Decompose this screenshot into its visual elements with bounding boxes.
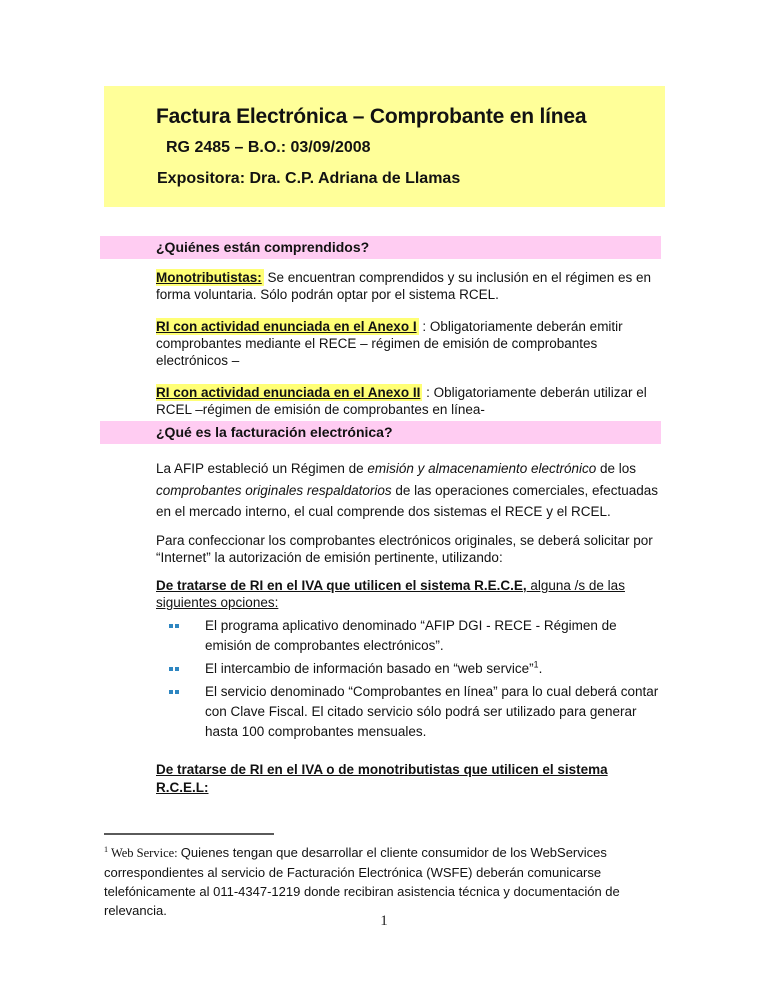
document-title: Factura Electrónica – Comprobante en línea: [156, 105, 587, 128]
list-item: [156, 682, 661, 742]
paragraph-text: de los: [596, 461, 637, 476]
highlighted-term: Monotributistas:: [156, 270, 262, 285]
list-item-text: El programa aplicativo denominado “AFIP DGI - RECE - Régimen de emisión de comprobantes electrónicos”.: [205, 617, 617, 653]
paragraph-text: de las operaciones comerciales, efectuadas en el mercado interno, el cual comprende dos sistemas el RECE y el RCEL.: [156, 482, 659, 519]
highlighted-term: RI con actividad enunciada en el Anexo I: [156, 319, 417, 334]
paragraph-confeccionar: Para confeccionar los comprobantes electrónicos originales, se deberá solicitar por “Internet” la autorización de emisión pertinente, utilizando:: [156, 532, 653, 565]
heading-rece: [156, 577, 661, 611]
heading-text: alguna /s de las siguientes opciones:: [156, 577, 625, 610]
heading-bold-text: De tratarse de RI en el IVA que utilicen el sistema R.E.C.E,: [156, 577, 527, 593]
footnote-separator: [104, 833, 274, 835]
bullet-icon: [169, 624, 173, 628]
footnote-text: Quienes tengan que desarrollar el cliente consumidor de los WebServices correspondientes al servicio de Facturación Electrónica (WSFE) deberán comunicarse telefónicamente al 011-4347-1219 donde recibiran asistencia técnica y documentación de relevancia.: [104, 845, 620, 918]
footnote-reference: 1: [533, 659, 539, 669]
list-item: [156, 616, 661, 656]
title-box: [104, 86, 665, 207]
footnote-marker: 1: [104, 844, 109, 854]
footnote-label-text: Web Service:: [108, 846, 181, 860]
paragraph-text: La AFIP estableció un Régimen de: [156, 461, 368, 476]
list-item-text: .: [538, 660, 543, 676]
document-subtitle: RG 2485 – B.O.: 03/09/2008: [166, 139, 371, 156]
page-number: 1: [380, 913, 388, 929]
paragraph-text: Se encuentran comprendidos y su inclusión en el régimen es en forma voluntaria. Sólo podrán optar por el sistema RCEL.: [156, 270, 651, 302]
highlighted-term: RI con actividad enunciada en el Anexo II: [156, 385, 421, 400]
section-heading-facturacion: ¿Qué es la facturación electrónica?: [100, 421, 661, 444]
heading-rcel: De tratarse de RI en el IVA o de monotributistas que utilicen el sistema R.C.E.L:: [156, 761, 608, 795]
paragraph-text: : Obligatoriamente deberán utilizar el RCEL –régimen de emisión de comprobantes en línea-: [156, 385, 647, 417]
list-item-text: El intercambio de información basado en “web service”: [205, 660, 534, 676]
bullet-icon: [169, 667, 173, 671]
paragraph-text: : Obligatoriamente deberán emitir comprobantes mediante el RECE – régimen de emisión de comprobantes electrónicos –: [156, 319, 623, 368]
paragraph-afip: [156, 458, 661, 523]
paragraph-anexo1: [156, 318, 661, 369]
paragraph-anexo2: [156, 384, 661, 418]
list-item-text: El servicio denominado “Comprobantes en línea” para lo cual deberá contar con Clave Fiscal. El citado servicio sólo podrá ser utilizado para generar hasta 100 comprobantes mensuales.: [205, 683, 659, 739]
list-item: [156, 659, 661, 679]
italic-text: emisión y almacenamiento electrónico: [367, 461, 597, 476]
bullet-list: [156, 616, 661, 742]
paragraph-monotributistas: [156, 269, 661, 303]
italic-text: comprobantes originales respaldatorios: [156, 482, 392, 498]
footnote-label: [104, 846, 181, 860]
section-heading-comprendidos: ¿Quiénes están comprendidos?: [100, 236, 661, 259]
bullet-icon: [169, 690, 173, 694]
document-speaker: Expositora: Dra. C.P. Adriana de Llamas: [157, 170, 461, 187]
footnote: [104, 843, 656, 920]
document-body: [100, 236, 661, 797]
